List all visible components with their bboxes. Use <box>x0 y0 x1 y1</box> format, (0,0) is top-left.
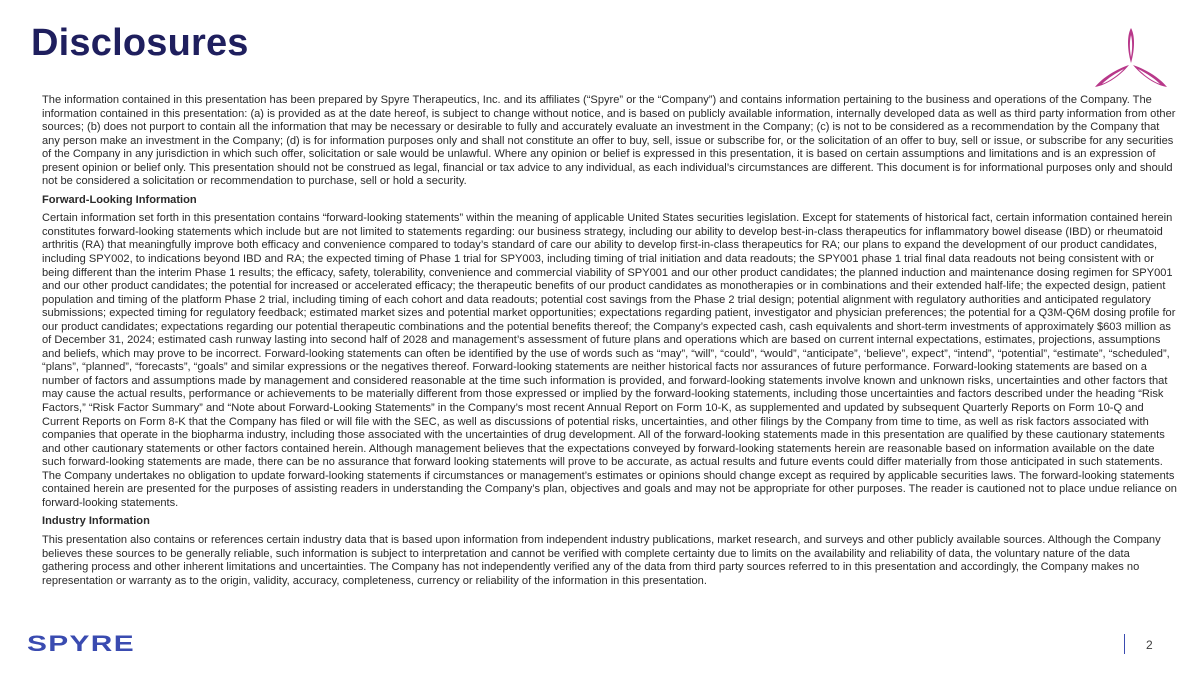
industry-paragraph: This presentation also contains or references certain industry data that is based upon information from independent industry publications, market research, and surveys and other publicly available sources. Although the Company believes these sources to be generally reliable, such information is subject to interpretation and cannot be verified with complete certainty due to limits on the availability and reliability of data, the voluntary nature of the data gathering process and other inherent limitations and uncertainties. The Company has not independently verified any of the data from third party sources referred to in this presentation and accordingly, the Company makes no representation or warranty as to the origin, validity, accuracy, completeness, currency or reliability of the information in this presentation. <box>42 533 1161 587</box>
intro-paragraph: The information contained in this presentation has been prepared by Spyre Therapeutics, Inc. and its affiliates (“Spyre” or the “Company”) and contains information pertaining to the business and operations of the Company. The information contained in this presentation: (a) is provided as at the date hereof, is subject to change without notice, and is based on publicly available information, internally developed data as well as third party information from other sources; (b) does not purport to contain all the information that may be necessary or desirable to fully and accurately evaluate an investment in the Company; (c) is not to be considered as a recommendation by the Company that any person make an investment in the Company; (d) is for information purposes only and shall not constitute an offer to buy, sell, issue or subscribe for, or the solicitation of an offer to buy, sell or issue, or subscribe for any securities of the Company in any jurisdiction in which such offer, solicitation or sale would be unlawful. Where any opinion or belief is expressed in this presentation, it is based on certain assumptions and limitations and is an expression of present opinion or belief only. This presentation should not be construed as legal, financial or tax advice to any individual, as each individual’s circumstances are different. This document is for informational purposes only and should not be considered a solicitation or recommendation to purchase, sell or hold a security. <box>42 94 1176 188</box>
spyre-wordmark-logo <box>27 634 136 653</box>
spyre-tri-leaf-icon <box>1093 27 1169 93</box>
forward-looking-paragraph: Certain information set forth in this presentation contains “forward-looking statements” within the meaning of applicable United States securities legislation. Except for statements of historical fact, certain information contained herein constitutes forward-looking statements which include but are not limited to statements regarding: our business strategy, including our ability to develop best-in-class therapeutics for inflammatory bowel disease (IBD) or rheumatoid arthritis (RA) that meaningfully improve both efficacy and convenience compared to today’s standard of care our ability to develop first-in-class therapeutics for RA; our plans to expand the development of our product candidates, including SPY002, to indications beyond IBD and RA; the expected timing of Phase 1 trial for SPY003, including timing of trial initiation and data readouts; the SPY001 phase 1 trial final data readouts not being consistent with or being different than the interim Phase 1 results; the efficacy, safety, tolerability, convenience and commercial viability of SPY001 and our other product candidates; the planned induction and maintenance dosing regimen for SPY001 and our other product candidates; the potential for increased or accelerated efficacy; the therapeutic benefits of our product candidates as monotherapies or in combinations and their extended half-life; the expected design, patient population and timing of the platform Phase 2 trial, including timing of each cohort and data readouts; potential cost savings from the Phase 2 trial design; potential alignment with regulatory authorities and anticipated regulatory submissions; expected timing for regulatory feedback; estimated market sizes and potential market opportunities; expectations regarding patient, investigator and physician preferences; the potential for a Q3M-Q6M dosing profile for our product candidates; expectations regarding our potential therapeutic combinations and the potential benefits thereof; the Company’s expected cash, cash equivalents and short-term investments of approximately $603 million as of December 31, 2024; estimated cash runway lasting into second half of 2028 and management’s assessment of future plans and operations which are based on current internal expectations, estimates, projections, assumptions and beliefs, which may prove to be incorrect. Forward-looking statements can often be identified by the use of words such as “may”, “will”, “could”, “would”, “anticipate”, ‘believe”, expect”, “intend”, “potential”, “estimate”, “scheduled”, “plans”, “planned”, “forecasts”, “goals” and similar expressions or the negatives thereof. Forward-looking statements are neither historical facts nor assurances of future performance. Forward-looking statements are based on a number of factors and assumptions made by management and considered reasonable at the time such information is provided, and forward-looking statements involve known and unknown risks, uncertainties and other factors that may cause the actual results, performance or achievements to be materially different from those expressed or implied by the forward-looking statements, including those uncertainties and factors described under the heading “Risk Factors,” “Risk Factor Summary” and “Note about Forward-Looking Statements” in the Company’s most recent Annual Report on Form 10-K, as supplemented and updated by subsequent Quarterly Reports on Form 10-Q and Current Reports on Form 8-K that the Company has filed or will file with the SEC, as well as discussions of potential risks, uncertainties, and other filings by the Company from time to time, as well as risk factors associated with companies that operate in the biopharma industry, including those associated with the uncertainties of drug development. All of the forward-looking statements made in this presentation are qualified by these cautionary statements and other cautionary statements or other factors contained herein. Although management believes that the expectations conveyed by forward-looking statements herein are reasonable based on information available on the date such forward-looking statements are made, there can be no assurance that forward looking statements will prove to be accurate, as actual results and future events could differ materially from those anticipated in such statements. The Company undertakes no obligation to update forward-looking statements if circumstances or management’s estimates or opinions should change except as required by applicable securities laws. The forward-looking statements contained herein are presented for the purposes of assisting readers in understanding the Company’s plan, objectives and goals and may not be appropriate for other purposes. The reader is cautioned not to place undue reliance on forward-looking statements. <box>42 212 1177 509</box>
page-number: 2 <box>1146 638 1153 652</box>
page-title: Disclosures <box>31 22 249 64</box>
forward-looking-heading: Forward-Looking Information <box>42 193 197 206</box>
industry-heading: Industry Information <box>42 515 150 528</box>
footer-logo-text: SPYRE <box>27 634 135 653</box>
footer-divider <box>1124 634 1125 654</box>
disclosure-body <box>42 94 1178 593</box>
